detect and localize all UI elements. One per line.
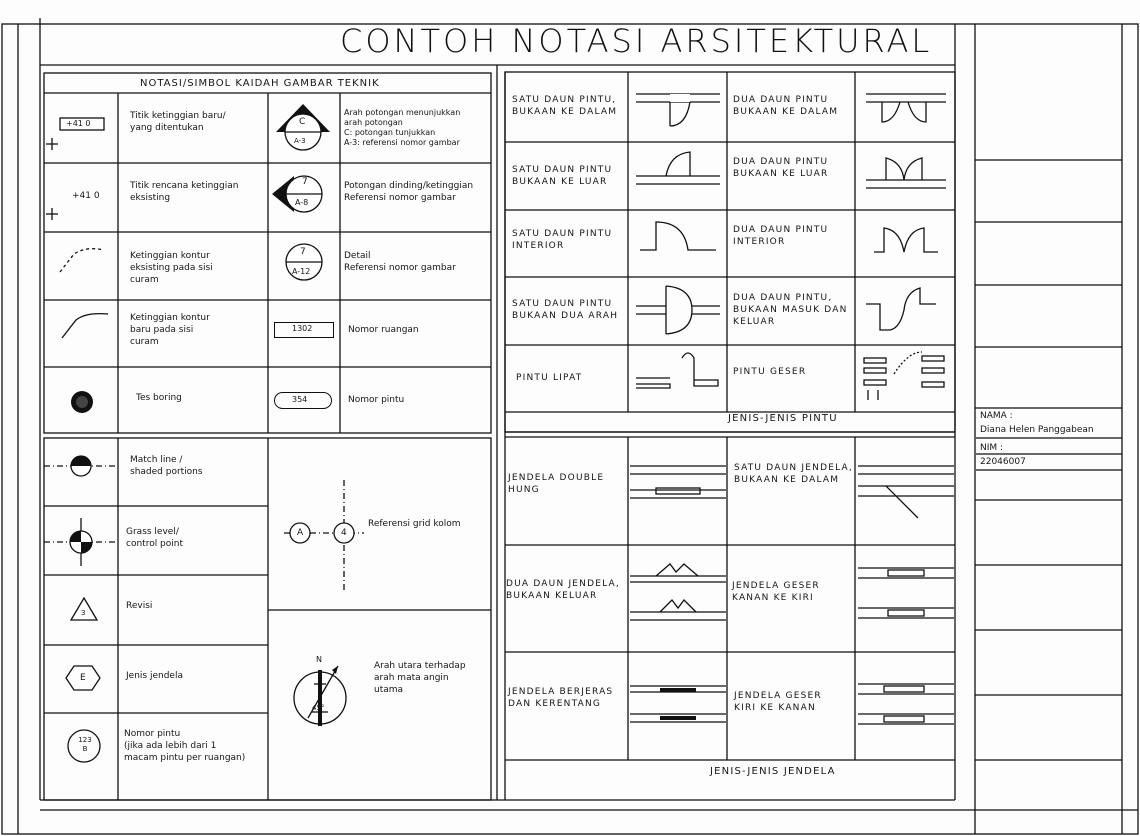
grass-level-label: Grass level/ control point [126,527,184,549]
nim-label: NIM : [980,443,1004,453]
single-door-inward-icon [630,82,726,142]
window-row2-right-label: JENDELA GESER KANAN KE KIRI [732,581,820,603]
door-number-multi-tag: 123 B [78,736,92,753]
detail-ref-bottom: A-12 [292,267,311,276]
double-door-in-out-icon [860,280,952,340]
north-letter: N [316,655,322,664]
doors-caption: JENIS-JENIS PINTU [728,413,838,424]
folding-door-icon [630,348,726,408]
sliding-window-lr-icon [858,664,954,744]
single-door-interior-icon [630,214,726,274]
nama-label: NAMA : [980,411,1013,421]
test-boring-icon [68,388,98,418]
north-label: Arah utara terhadap arah mata angin utama [374,661,466,695]
sliding-door-icon [860,348,952,408]
double-hung-window-icon [630,456,726,526]
double-casement-outward-icon [630,556,726,636]
section-mark-icon [270,96,340,166]
grid-ref-b: 4 [341,528,347,538]
grid-ref-icon [284,480,364,590]
section-mark-top: C [299,117,306,127]
window-row3-right-label: JENDELA GESER KIRI KE KANAN [734,691,822,713]
north-arrow-icon [286,656,356,736]
elevation-existing-tag: +41 0 [72,191,100,201]
nama-value: Diana Helen Panggabean [980,425,1094,435]
door-row3-right-label: DUA DAUN PINTU INTERIOR [733,225,829,247]
sliding-window-rl-icon [858,556,954,636]
contour-existing-icon [56,244,116,284]
elevation-ref-top: 7 [302,177,308,187]
nim-value: 22046007 [980,457,1026,467]
detail-ref-top: 7 [300,247,306,257]
window-type-label: Jenis jendela [126,671,183,681]
double-door-outward-icon [860,150,952,210]
window-row2-left-label: DUA DAUN JENDELA, BUKAAN KELUAR [506,579,620,601]
door-number-label: Nomor pintu [348,395,405,405]
jalousie-window-icon [630,664,726,744]
title-block-lines [976,420,1122,490]
elevation-ref-bottom: A-8 [295,198,309,207]
revision-label: Revisi [126,601,153,611]
single-door-outward-icon [630,146,726,206]
door-row2-left-label: SATU DAUN PINTU BUKAAN KE LUAR [512,165,613,187]
revision-tag: 3 [81,609,86,617]
door-row1-left-label: SATU DAUN PINTU, BUKAAN KE DALAM [512,95,618,117]
detail-ref-label: Detail Referensi nomor gambar [344,251,456,273]
north-degree: 45° [312,704,325,712]
double-door-interior-icon [860,214,952,274]
door-row3-left-label: SATU DAUN PINTU INTERIOR [512,229,613,251]
grid-ref-a: A [297,528,304,538]
window-row3-left-label: JENDELA BERJERAS DAN KERENTANG [508,687,614,709]
elevation-new-label: Titik ketinggian baru/ yang ditentukan [130,111,226,133]
sheet-title: CONTOH NOTASI ARSITEKTURAL [340,22,933,60]
elevation-ref-label: Potongan dinding/ketinggian Referensi nomor gambar [344,181,474,203]
door-row2-right-label: DUA DAUN PINTU BUKAAN KE LUAR [733,157,829,179]
match-line-icon [44,446,118,486]
door-row4-right-label: DUA DAUN PINTU, BUKAAN MASUK DAN KELUAR [733,293,848,327]
grass-level-icon [44,512,118,572]
contour-new-label: Ketinggian kontur baru pada sisi curam [130,313,210,347]
elevation-new-tag: +41 0 [66,119,91,128]
room-number-label: Nomor ruangan [348,325,419,335]
test-boring-label: Tes boring [136,393,182,403]
contour-existing-label: Ketinggian kontur eksisting pada sisi curam [130,251,213,285]
door-row5-left-label: PINTU LIPAT [516,373,583,383]
elevation-existing-label: Titik rencana ketinggian eksisting [130,181,239,203]
contour-new-icon [58,308,118,348]
single-door-double-swing-icon [630,280,726,340]
window-row1-left-label: JENDELA DOUBLE HUNG [508,473,605,495]
double-door-inward-icon [860,82,952,142]
section-mark-label: Arah potongan menunjukkan arah potongan C: potongan tunjukkan A-3: referensi nomor gambar [344,108,461,147]
section-mark-bottom: A-3 [294,137,306,145]
windows-caption: JENIS-JENIS JENDELA [710,766,836,777]
detail-ref-icon [282,240,332,290]
single-casement-inward-icon [858,456,954,526]
match-line-label: Match line / shaded portions [130,455,203,477]
door-number-multi-label: Nomor pintu (jika ada lebih dari 1 macam pintu per ruangan) [124,729,246,763]
door-row4-left-label: SATU DAUN PINTU BUKAAN DUA ARAH [512,299,619,321]
grid-ref-label: Referensi grid kolom [368,519,461,529]
door-row1-right-label: DUA DAUN PINTU BUKAAN KE DALAM [733,95,839,117]
door-row5-right-label: PINTU GESER [733,367,807,377]
window-type-tag: E [80,673,86,683]
door-number-tag: 354 [292,395,308,404]
left-panel-header: NOTASI/SIMBOL KAIDAH GAMBAR TEKNIK [140,78,380,89]
room-number-tag: 1302 [292,324,313,333]
window-row1-right-label: SATU DAUN JENDELA, BUKAAN KE DALAM [734,463,853,485]
